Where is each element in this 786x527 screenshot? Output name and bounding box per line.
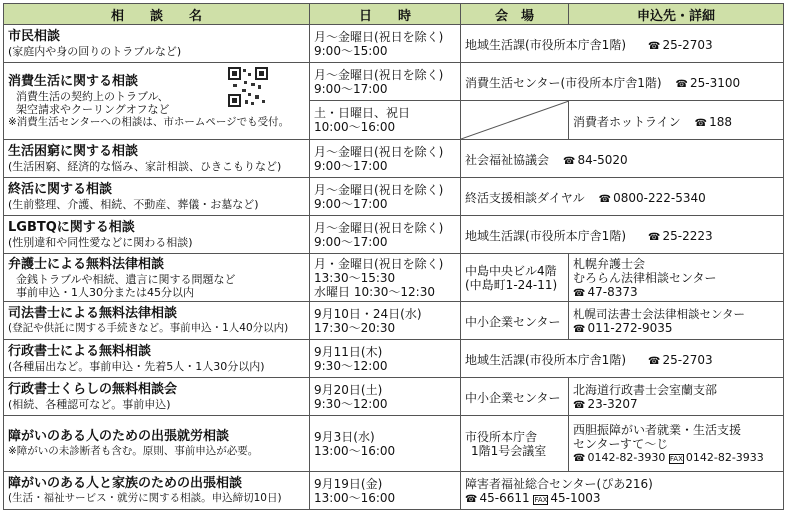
phone-number: ☎ 0800-222-5340: [598, 191, 706, 205]
date-text: 9月3日(水): [314, 429, 375, 444]
row-sub: 架空請求やクーリングオフなど: [16, 102, 170, 116]
name-cell: [4, 302, 310, 340]
header-venue: 会 場: [461, 4, 569, 25]
header-row: [4, 4, 784, 25]
header-name: 相 談 名: [4, 4, 310, 25]
name-cell: [4, 416, 310, 472]
phone-number: ☎ 011-272-9035: [573, 320, 673, 335]
datetime-cell: [310, 340, 461, 378]
fax-icon: FAX: [669, 455, 683, 463]
contact-cell: [569, 101, 784, 140]
time-text: 9:30～12:00: [314, 396, 388, 411]
diagonal-line: [461, 101, 569, 139]
contact-text: むろらん法律相談センター: [573, 270, 717, 285]
row-title: 行政書士による無料相談: [8, 344, 152, 359]
venue-text: 1階1号会議室: [471, 443, 547, 458]
phone-fax: ☎ 45-6611 FAX 45-1003: [465, 490, 601, 505]
phone-icon: ☎: [573, 453, 586, 464]
row-sub: (生活困窮、経済的な悩み、家計相談、ひきこもりなど): [8, 160, 282, 173]
table-row: [4, 25, 784, 63]
table-row: [4, 378, 784, 416]
contact-text: 消費者ホットライン: [573, 114, 681, 129]
phone-number: ☎ 47-8373: [573, 284, 638, 299]
phone-number: ☎ 25-2703: [648, 38, 713, 52]
date-text: 土・日曜日、祝日: [314, 106, 411, 120]
phone-number: ☎ 25-2703: [648, 353, 713, 367]
time-text: 9:00～17:00: [314, 196, 388, 211]
phone-number: ☎ 23-3207: [573, 396, 638, 411]
phone-fax: ☎ 0142-82-3930 FAX 0142-82-3933: [573, 451, 764, 464]
name-cell: [4, 216, 310, 254]
date-text: 月・金曜日(祝日を除く): [314, 256, 444, 271]
date-text: 月～金曜日(祝日を除く): [314, 182, 444, 197]
name-cell: [4, 254, 310, 302]
phone-number: ☎ 188: [694, 114, 733, 129]
time-text: 13:00～16:00: [314, 490, 396, 505]
row-title: LGBTQに関する相談: [8, 220, 135, 235]
venue-cell: [461, 254, 569, 302]
row-title: 市民相談: [8, 29, 61, 44]
venue-contact-cell: [461, 178, 784, 216]
contact-cell: [569, 302, 784, 340]
row-sub: 消費生活の契約上のトラブル、: [16, 89, 169, 103]
row-sub: (生活・福祉サービス・就労に関する相談。申込締切10日): [8, 492, 282, 504]
row-note: ※消費生活センターへの相談は、市ホームページでも受付。: [8, 115, 290, 128]
phone-icon: ☎: [573, 399, 586, 411]
venue-contact-cell: [461, 216, 784, 254]
row-sub: 事前申込・1人30分または45分以内: [16, 285, 194, 299]
date-text: 月～金曜日(祝日を除く): [314, 220, 444, 235]
row-sub: 金銭トラブルや相続、遺言に関する問題など: [16, 272, 236, 286]
venue-cell: [461, 416, 569, 472]
venue-text: 地域生活課(市役所本庁舎1階): [465, 353, 626, 367]
contact-text: 札幌司法書士会法律相談センター: [573, 306, 746, 321]
row-title: 消費生活に関する相談: [8, 73, 139, 89]
venue-cell: [461, 101, 569, 140]
contact-text: センターすて～じ: [573, 437, 669, 451]
row-title: 行政書士くらしの無料相談会: [8, 382, 178, 397]
name-cell: [4, 25, 310, 63]
table-row: [4, 140, 784, 178]
phone-icon: ☎: [573, 323, 586, 335]
table-row: [4, 178, 784, 216]
venue-contact-cell: [461, 340, 784, 378]
venue-contact-cell: [461, 472, 784, 510]
date-text: 9月11日(木): [314, 344, 383, 359]
phone-icon: ☎: [648, 232, 661, 243]
venue-text: 中島中央ビル4階: [465, 263, 557, 278]
row-sub: (相続、各種認可など。事前申込): [8, 398, 171, 411]
free-dial-icon: ☎: [598, 194, 612, 205]
time-text: 17:30～20:30: [314, 320, 396, 335]
phone-icon: ☎: [694, 117, 708, 129]
name-cell: [4, 63, 310, 140]
row-title: 司法書士による無料法律相談: [8, 306, 178, 321]
time-text: 13:00～16:00: [314, 443, 396, 458]
venue-text: 中小企業センター: [465, 391, 561, 405]
time-text: 9:30～12:00: [314, 358, 388, 373]
venue-text: 地域生活課(市役所本庁舎1階): [465, 38, 626, 52]
row-title: 弁護士による無料法律相談: [8, 256, 165, 272]
row-title: 障がいのある人と家族のための出張相談: [8, 476, 243, 491]
datetime-cell: [310, 302, 461, 340]
venue-text: 終活支援相談ダイヤル: [465, 191, 585, 205]
date-text: 月～金曜日(祝日を除く): [314, 144, 444, 159]
table-row: [4, 340, 784, 378]
phone-icon: ☎: [648, 356, 661, 367]
contact-cell: [569, 254, 784, 302]
phone-number: ☎ 25-2223: [648, 229, 713, 243]
row-sub: (家庭内や身の回りのトラブルなど): [8, 45, 182, 58]
venue-address: (中島町1-24-11): [465, 277, 558, 292]
contact-text: 西胆振障がい者就業・生活支援: [573, 423, 742, 437]
venue-text: 障害者福祉総合センター(ぴあ216): [465, 476, 653, 491]
datetime-cell: [310, 378, 461, 416]
header-datetime: 日 時: [310, 4, 461, 25]
datetime-cell: [310, 178, 461, 216]
datetime-cell: [310, 416, 461, 472]
datetime-cell: [310, 63, 461, 101]
table-row: [4, 416, 784, 472]
date-text: 9月19日(金): [314, 476, 383, 491]
datetime-cell: [310, 216, 461, 254]
time-text: 9:00～15:00: [314, 43, 388, 58]
date-text: 月～金曜日(祝日を除く): [314, 67, 444, 82]
row-title: 終活に関する相談: [8, 182, 113, 197]
date-text: 月～金曜日(祝日を除く): [314, 29, 444, 44]
datetime-cell: [310, 254, 461, 302]
time-text: 9:00～17:00: [314, 234, 388, 249]
venue-cell: [461, 302, 569, 340]
datetime-cell: [310, 25, 461, 63]
table-row: [4, 472, 784, 510]
name-cell: [4, 178, 310, 216]
row-sub: (登記や供託に関する手続きなど。事前申込・1人40分以内): [8, 322, 289, 334]
consultation-table: [3, 3, 784, 510]
date-text: 9月10日・24日(水): [314, 306, 422, 321]
phone-icon: ☎: [648, 41, 661, 52]
header-contact: 申込先・詳細: [569, 4, 784, 25]
table-row: [4, 63, 784, 101]
table-row: [4, 254, 784, 302]
name-cell: [4, 140, 310, 178]
row-title: 生活困窮に関する相談: [8, 144, 139, 159]
venue-cell: [461, 378, 569, 416]
date-text: 9月20日(土): [314, 382, 383, 397]
venue-text: 中小企業センター: [465, 315, 561, 329]
time-text: 水曜日 10:30～12:30: [314, 284, 435, 299]
phone-icon: ☎: [465, 493, 478, 505]
fax-icon: FAX: [534, 495, 548, 504]
venue-contact-cell: [461, 63, 784, 101]
phone-number: ☎ 84-5020: [563, 153, 628, 167]
row-sub: (生前整理、介護、相続、不動産、葬儀・お墓など): [8, 198, 259, 211]
venue-text: 社会福祉協議会: [465, 153, 550, 167]
contact-text: 札幌弁護士会: [573, 256, 646, 271]
datetime-cell: [310, 472, 461, 510]
table-row: [4, 216, 784, 254]
phone-icon: ☎: [573, 287, 586, 299]
datetime-cell: [310, 101, 461, 140]
name-cell: [4, 340, 310, 378]
time-text: 13:30～15:30: [314, 270, 396, 285]
name-cell: [4, 472, 310, 510]
venue-contact-cell: [461, 140, 784, 178]
phone-number: ☎ 25-3100: [675, 76, 741, 90]
venue-text: 市役所本庁舎: [465, 429, 538, 444]
table-row: [4, 302, 784, 340]
row-title: 障がいのある人のための出張就労相談: [8, 429, 230, 444]
phone-icon: ☎: [563, 156, 576, 167]
row-sub: ※障がいの未診断者も含む。原則、事前申込が必要。: [8, 445, 259, 457]
venue-text: 地域生活課(市役所本庁舎1階): [465, 229, 626, 243]
row-sub: (性別違和や同性愛などに関わる相談): [8, 236, 193, 249]
datetime-cell: [310, 140, 461, 178]
contact-text: 北海道行政書士会室蘭支部: [573, 382, 718, 397]
time-text: 10:00～16:00: [314, 120, 396, 134]
phone-icon: ☎: [675, 79, 688, 90]
time-text: 9:00～17:00: [314, 81, 388, 96]
venue-contact-cell: [461, 25, 784, 63]
contact-cell: [569, 378, 784, 416]
venue-text: 消費生活センター(市役所本庁舎1階): [465, 76, 662, 90]
contact-cell: [569, 416, 784, 472]
row-sub: (各種届出など。事前申込・先着5人・1人30分以内): [8, 360, 265, 373]
time-text: 9:00～17:00: [314, 158, 388, 173]
name-cell: [4, 378, 310, 416]
qr-code-icon[interactable]: [228, 67, 268, 107]
